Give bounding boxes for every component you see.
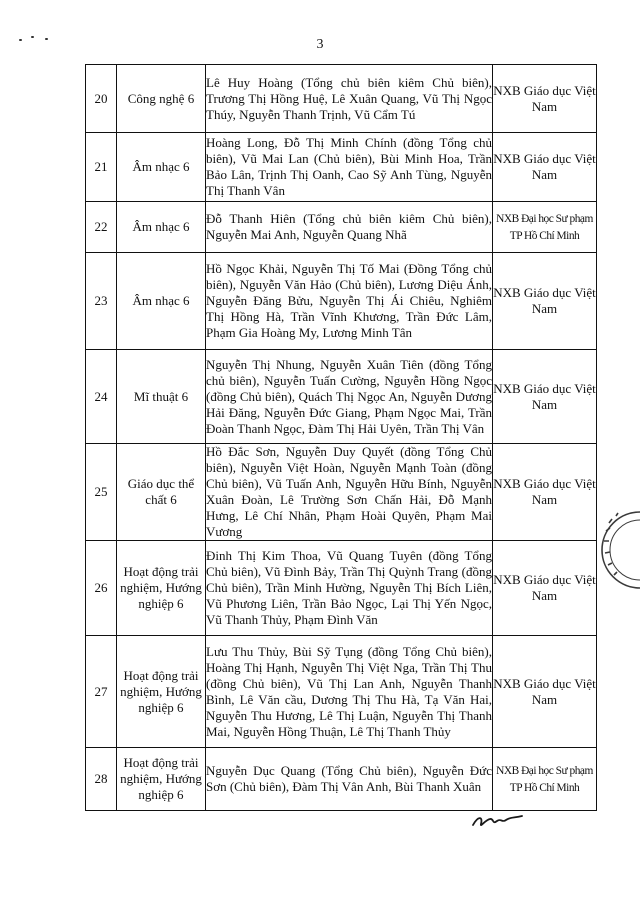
publisher-label: NXB Đại học Sư phạm TP Hồ Chí Minh (496, 765, 593, 794)
subject-name: Mĩ thuật 6 (117, 350, 206, 444)
textbook-table (85, 64, 597, 811)
subject-name: Âm nhạc 6 (117, 133, 206, 202)
row-number: 22 (86, 202, 117, 253)
publisher-name (493, 748, 597, 811)
subject-name: Công nghệ 6 (117, 65, 206, 133)
page-number: 3 (316, 37, 324, 52)
publisher-name (493, 444, 597, 541)
publisher-name (493, 65, 597, 133)
publisher-name (493, 636, 597, 748)
publisher-name (493, 541, 597, 636)
seal-stamp (596, 505, 640, 595)
row-number: 23 (86, 253, 117, 350)
table-row (86, 350, 597, 444)
row-number: 20 (86, 65, 117, 133)
publisher-name (493, 202, 597, 253)
publisher-label: NXB Giáo dục Việt Nam (493, 476, 596, 507)
subject-name: Giáo dục thể chất 6 (117, 444, 206, 541)
table-row (86, 748, 597, 811)
publisher-label: NXB Giáo dục Việt Nam (493, 285, 596, 316)
table-row (86, 133, 597, 202)
row-number: 28 (86, 748, 117, 811)
subject-name: Hoạt động trải nghiệm, Hướng nghiệp 6 (117, 636, 206, 748)
publisher-name (493, 350, 597, 444)
publisher-name (493, 133, 597, 202)
publisher-label: NXB Đại học Sư phạm TP Hồ Chí Minh (496, 213, 593, 242)
author-list: Nguyễn Dục Quang (Tổng Chủ biên), Nguyễn Đức Sơn (Chủ biên), Đàm Thị Vân Anh, Bùi Thanh Xuân (206, 748, 493, 811)
table-row (86, 253, 597, 350)
row-number: 25 (86, 444, 117, 541)
row-number: 21 (86, 133, 117, 202)
publisher-label: NXB Giáo dục Việt Nam (493, 380, 596, 412)
row-number: 27 (86, 636, 117, 748)
table-row (86, 444, 597, 541)
table-row (86, 541, 597, 636)
row-number: 24 (86, 350, 117, 444)
publisher-label: NXB Giáo dục Việt Nam (493, 151, 596, 182)
subject-name: Hoạt động trải nghiệm, Hướng nghiệp 6 (117, 748, 206, 811)
publisher-label: NXB Giáo dục Việt Nam (493, 572, 596, 603)
table-row (86, 202, 597, 253)
author-list: Đỗ Thanh Hiên (Tổng chủ biên kiêm Chủ biên), Nguyễn Mai Anh, Nguyễn Quang Nhã (206, 202, 493, 253)
author-list: Lê Huy Hoàng (Tổng chủ biên kiêm Chủ biên), Trương Thị Hồng Huệ, Lê Xuân Quang, Vũ Thị Ngọc Thúy, Nguyễn Thanh Trịnh, Vũ Cẩm Tú (206, 65, 493, 133)
subject-name: Hoạt động trải nghiệm, Hướng nghiệp 6 (117, 541, 206, 636)
table-row (86, 65, 597, 133)
author-list: Hoàng Long, Đỗ Thị Minh Chính (đồng Tổng chủ biên), Vũ Mai Lan (Chủ biên), Bùi Minh Hoa, Trần Bảo Lân, Trịnh Thị Oanh, Cao Sỹ Anh Tùng, Nguyễn Thị Thanh Vân (206, 133, 493, 202)
subject-name: Âm nhạc 6 (117, 202, 206, 253)
author-list: Đinh Thị Kim Thoa, Vũ Quang Tuyên (đồng Tổng Chủ biên), Vũ Đình Bảy, Trần Thị Quỳnh Trang (đồng Chủ biên), Trần Minh Hường, Nguyễn Thị Bích Liên, Vũ Phương Liên, Trần Bảo Ngọc, Lại Thị Yến Ngọc, Vũ Thanh Thủy, Phạm Đình Văn (206, 541, 493, 636)
author-list: Nguyễn Thị Nhung, Nguyễn Xuân Tiên (đồng Tổng chủ biên), Nguyễn Tuấn Cường, Nguyễn Hồng Ngọc (đồng Chủ biên), Quách Thị Ngọc An, Nguyễn Dương Hải Đăng, Nguyễn Đức Giang, Phạm Ngọc Mai, Trần Đoàn Thanh Ngọc, Đàm Thị Hải Uyên, Trần Thị Vân (206, 350, 493, 444)
row-number: 26 (86, 541, 117, 636)
author-list: Hồ Ngọc Khải, Nguyễn Thị Tố Mai (Đồng Tổng chủ biên), Nguyễn Văn Hảo (Chủ biên), Lương Diệu Ánh, Nguyễn Đăng Bửu, Nguyễn Thị Ái Chiêu, Nghiêm Thị Hồng Hà, Trần Vĩnh Khương, Trần Đức Lâm, Phạm Gia Hoàng My, Lương Minh Tân (206, 253, 493, 350)
subject-name: Âm nhạc 6 (117, 253, 206, 350)
author-list: Hồ Đắc Sơn, Nguyễn Duy Quyết (đồng Tổng Chủ biên), Nguyễn Việt Hoàn, Nguyễn Mạnh Toàn (đồng Chủ biên), Vũ Tuấn Anh, Nguyễn Hữu Bính, Nguyễn Xuân Đoàn, Lê Trường Sơn Chấn Hải, Đỗ Mạnh Hưng, Lê Chí Nhân, Phạm Hoài Quyên, Phạm Mai Vương (206, 444, 492, 539)
author-list: Lưu Thu Thủy, Bùi Sỹ Tụng (đồng Tổng Chủ biên), Hoàng Thị Hạnh, Nguyễn Thị Việt Nga, Trần Thị Thu (đồng Chủ biên), Vũ Thị Lan Anh, Nguyễn Thanh Bình, Lê Văn cầu, Dương Thị Thu Hà, Tạ Văn Hai, Nguyễn Thu Hương, Lê Thị Luận, Nguyễn Thị Thanh Mai, Nguyễn Hồng Thuận, Lê Thị Thanh Thủy (206, 636, 493, 748)
publisher-label: NXB Giáo dục Việt Nam (493, 82, 596, 114)
signature-mark (470, 808, 530, 832)
table-row (86, 636, 597, 748)
publisher-name (493, 253, 597, 350)
publisher-label: NXB Giáo dục Việt Nam (493, 675, 596, 707)
